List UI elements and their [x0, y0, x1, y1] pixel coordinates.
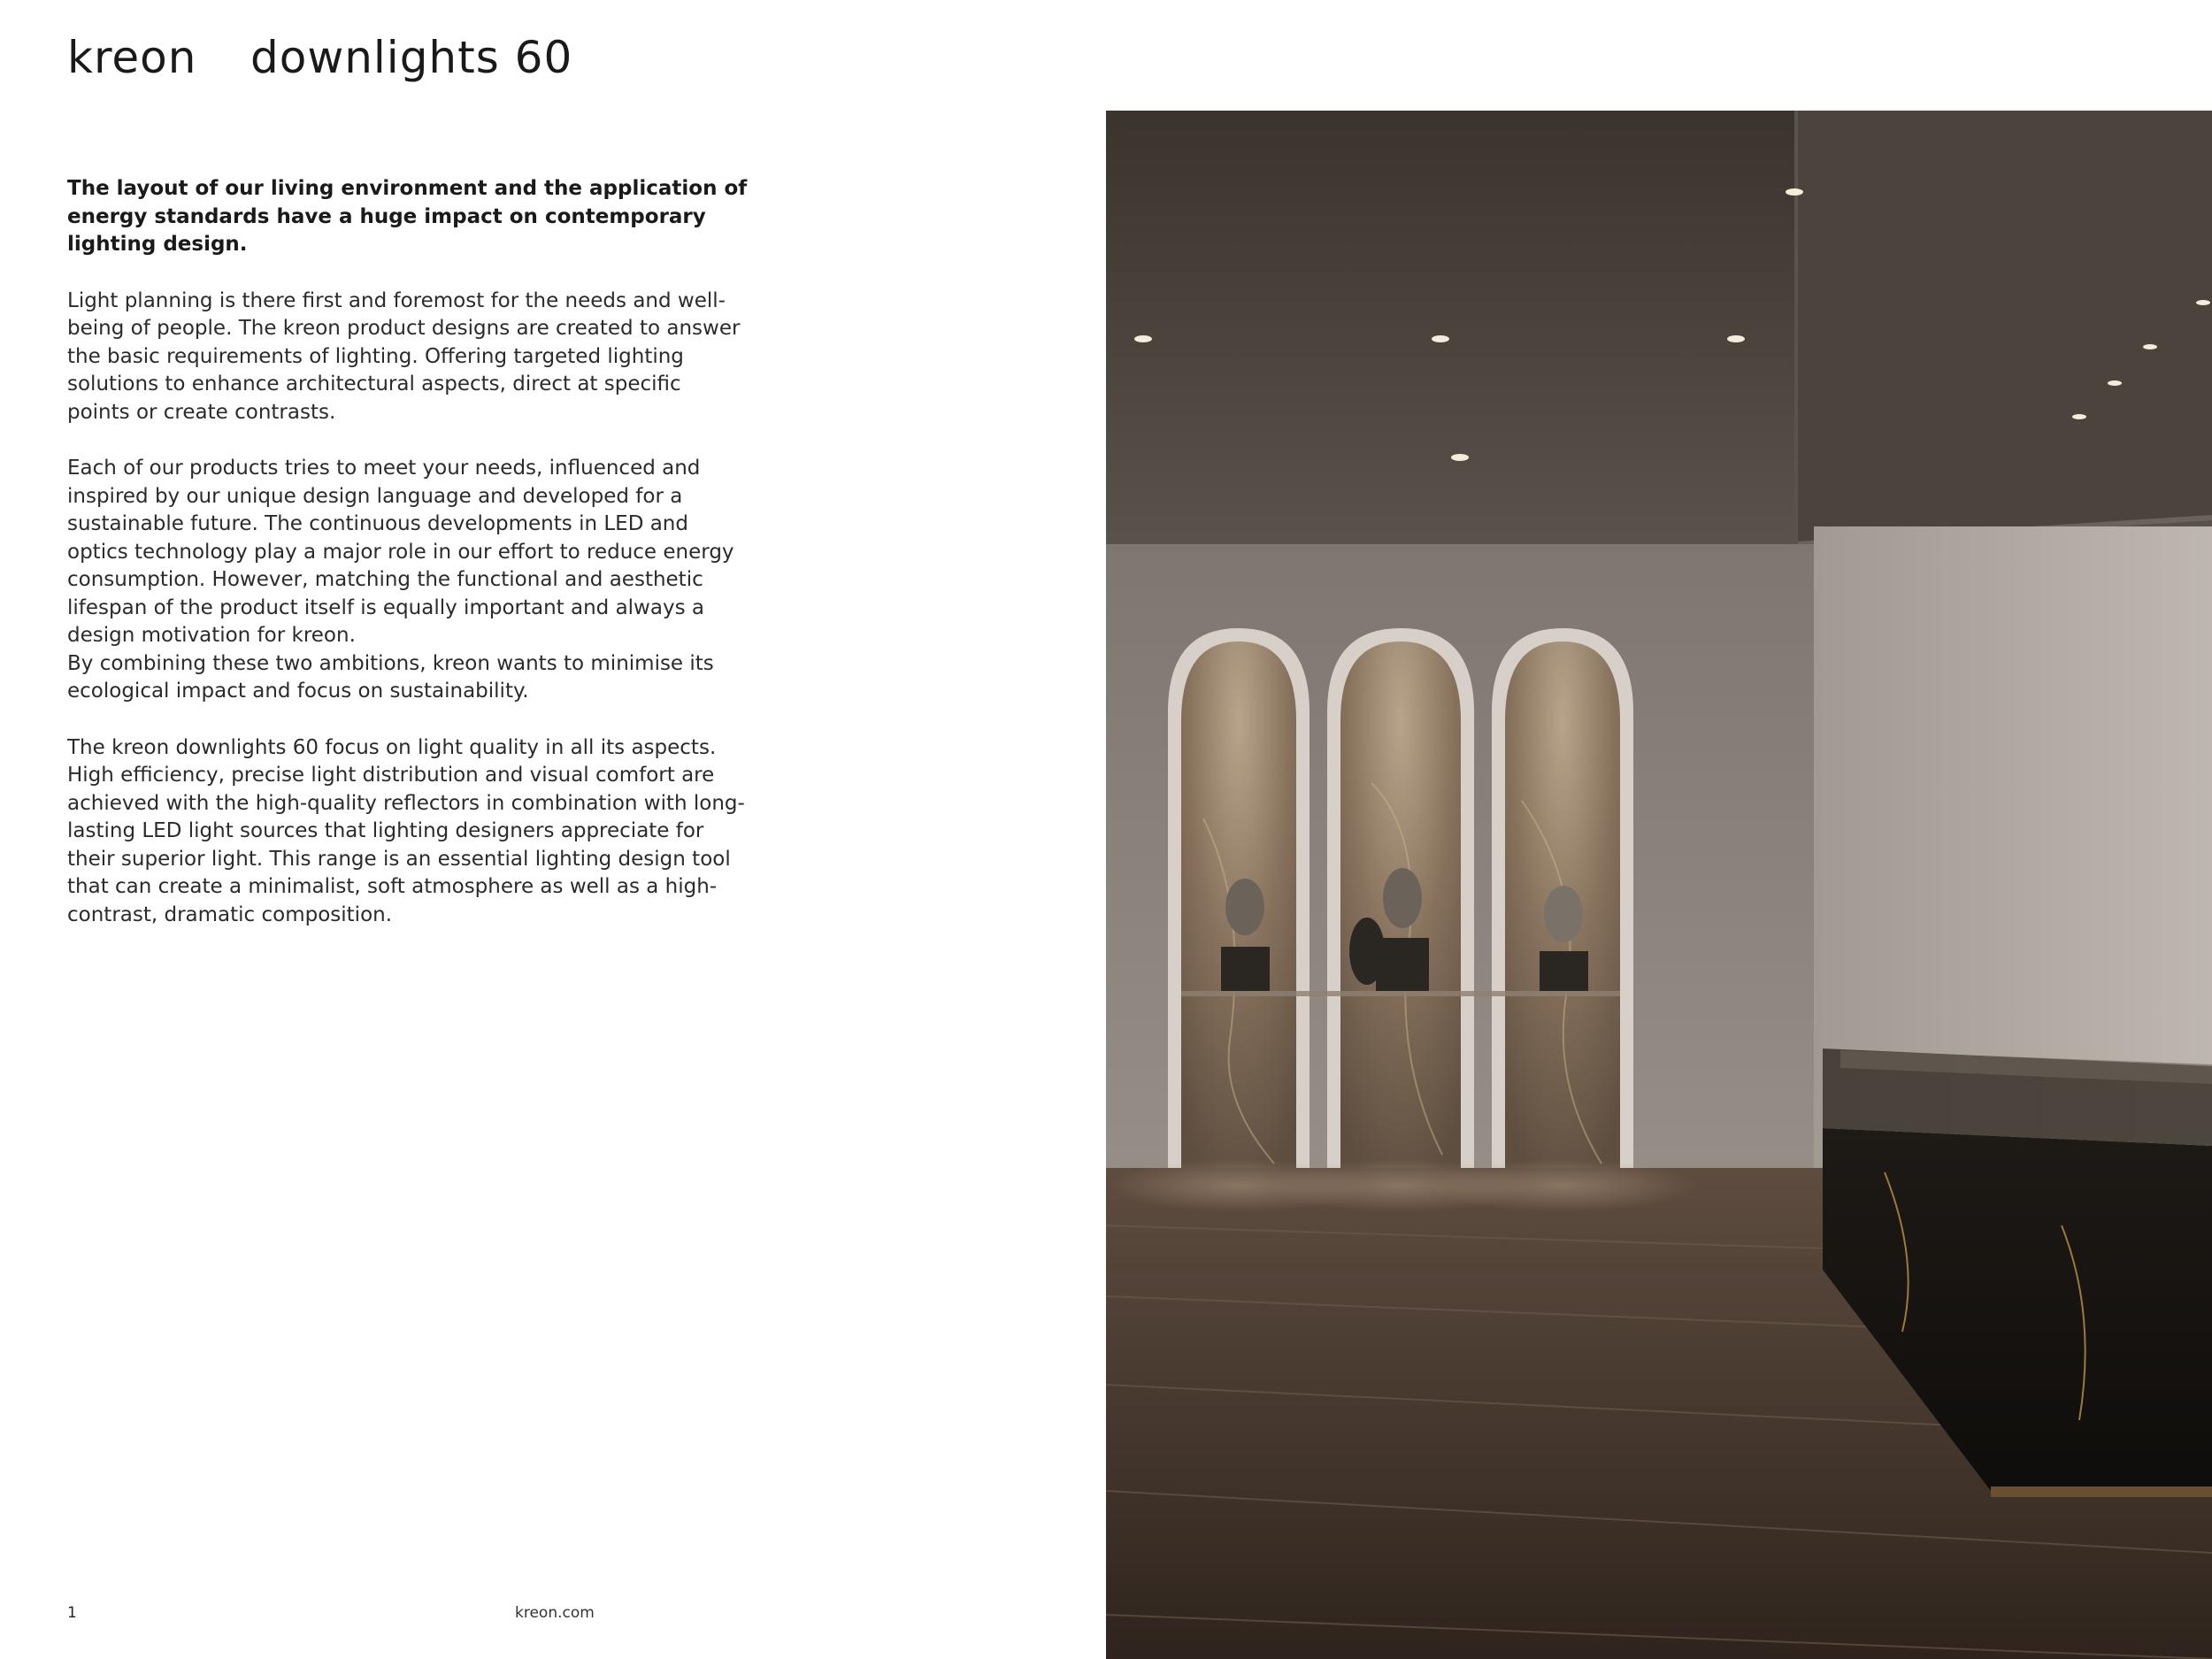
- body-paragraph-3: The kreon downlights 60 focus on light quality in all its aspects. High efficiency, precise light distribution and visual comfort are achieved with the high-quality reflectors in combination with long-lasting LED light sources that lighting designers appreciate for their superior light. This range is an essential lighting design tool that can create a minimalist, soft atmosphere as well as a high-contrast, dramatic composition.: [67, 735, 745, 926]
- interior-photo: [1106, 111, 2212, 1659]
- page-number: 1: [67, 1604, 77, 1622]
- website-link: kreon.com: [515, 1604, 595, 1622]
- lead-paragraph: The layout of our living environment and the application of energy standards have a huge impact on contemporary lighting design.: [67, 177, 748, 256]
- body-paragraph-1: Light planning is there first and foremost for the needs and well-being of people. The kreon product designs are created to answer the basic requirements of lighting. Offering targeted lighting solutions to enhance architectural aspects, direct at specific points or create contrasts.: [67, 288, 741, 424]
- body-paragraph-2b: By combining these two ambitions, kreon wants to minimise its ecological impact and focus on sustainability.: [67, 651, 714, 703]
- body-paragraph-2a: Each of our products tries to meet your needs, influenced and inspired by our unique design language and developed for a sustainable future. The continuous developments in LED and optics technology play a major role in our effort to reduce energy consumption. However, matching the functional and aesthetic lifespan of the product itself is equally important and always a design motivation for kreon.: [67, 457, 734, 647]
- body-paragraph-2: [67, 455, 749, 706]
- page-title: downlights 60: [250, 32, 573, 83]
- brand-logo: kreon: [67, 32, 197, 83]
- text-column: [67, 175, 749, 957]
